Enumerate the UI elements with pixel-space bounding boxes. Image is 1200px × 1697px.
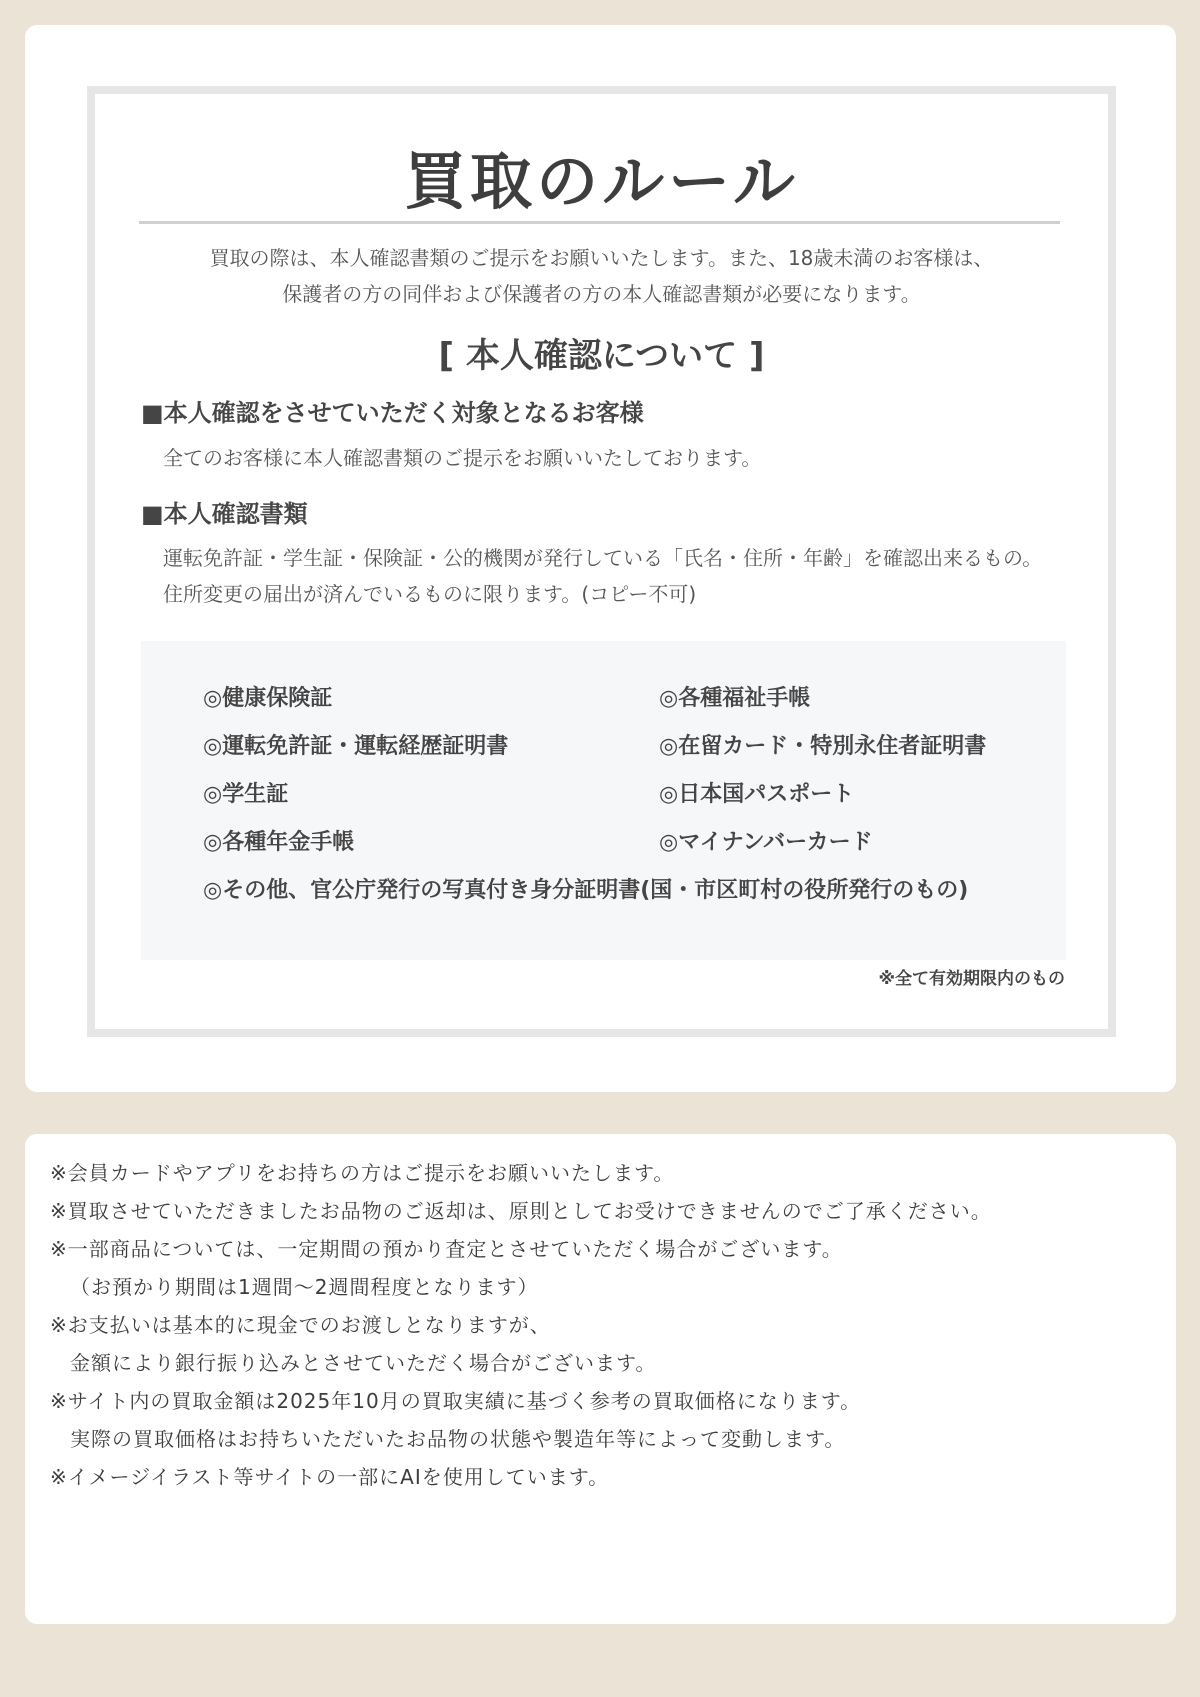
rules-card xyxy=(25,25,1176,1092)
note-line: ※一部商品については、一定期間の預かり査定とさせていただく場合がございます。 xyxy=(50,1237,843,1261)
document-item: ◎運転免許証・運転経歴証明書 xyxy=(203,734,509,759)
document-item: ◎マイナンバーカード xyxy=(659,830,873,855)
document-item: ◎学生証 xyxy=(203,782,289,807)
note-line: ※買取させていただきましたお品物のご返却は、原則としてお受けできませんのでご了承ください。 xyxy=(50,1199,992,1223)
intro-line: 買取の際は、本人確認書類のご提示をお願いいたします。また、18歳未満のお客様は、 xyxy=(209,246,994,270)
note-line: ※会員カードやアプリをお持ちの方はご提示をお願いいたします。 xyxy=(50,1161,675,1185)
document-item: ◎在留カード・特別永住者証明書 xyxy=(659,734,987,759)
title-divider xyxy=(139,221,1060,224)
identity-documents-line: 住所変更の届出が済んでいるものに限ります。(コピー不可) xyxy=(163,582,697,606)
document-item: ◎各種福祉手帳 xyxy=(659,686,811,711)
note-line: 金額により銀行振り込みとさせていただく場合がございます。 xyxy=(70,1351,657,1375)
document-item: ◎その他、官公庁発行の写真付き身分証明書(国・市区町村の役所発行のもの) xyxy=(203,878,969,903)
identity-documents-text xyxy=(163,540,1042,612)
notes-list xyxy=(50,1154,992,1496)
document-item: ◎各種年金手帳 xyxy=(203,830,355,855)
intro-text xyxy=(95,240,1108,312)
notes-card xyxy=(25,1134,1176,1624)
note-line: ※サイト内の買取金額は2025年10月の買取実績に基づく参考の買取価格になります。 xyxy=(50,1389,862,1413)
target-customers-line: 全てのお客様に本人確認書類のご提示をお願いいたしております。 xyxy=(163,446,762,470)
target-customers-heading: ■本人確認をさせていただく対象となるお客様 xyxy=(141,399,644,427)
document-item: ◎健康保険証 xyxy=(203,686,333,711)
page-title: 買取のルール xyxy=(404,145,799,218)
accepted-documents-list xyxy=(141,641,1066,960)
identity-documents-line: 運転免許証・学生証・保険証・公的機関が発行している「氏名・住所・年齢」を確認出来るもの。 xyxy=(163,546,1043,570)
note-line: ※お支払いは基本的に現金でのお渡しとなりますが、 xyxy=(50,1313,551,1337)
intro-line: 保護者の方の同伴および保護者の方の本人確認書類が必要になります。 xyxy=(282,282,921,306)
note-line: 実際の買取価格はお持ちいただいたお品物の状態や製造年等によって変動します。 xyxy=(70,1427,846,1451)
target-customers-text xyxy=(163,440,761,476)
note-line: ※イメージイラスト等サイトの一部にAIを使用しています。 xyxy=(50,1465,610,1489)
rules-frame xyxy=(87,86,1116,1037)
validity-note: ※全て有効期限内のもの xyxy=(878,969,1065,989)
identity-documents-heading: ■本人確認書類 xyxy=(141,500,308,528)
identity-section-heading: [ 本人確認について ] xyxy=(438,336,765,376)
note-line: （お預かり期間は1週間～2週間程度となります） xyxy=(70,1275,539,1299)
document-item: ◎日本国パスポート xyxy=(659,782,855,807)
